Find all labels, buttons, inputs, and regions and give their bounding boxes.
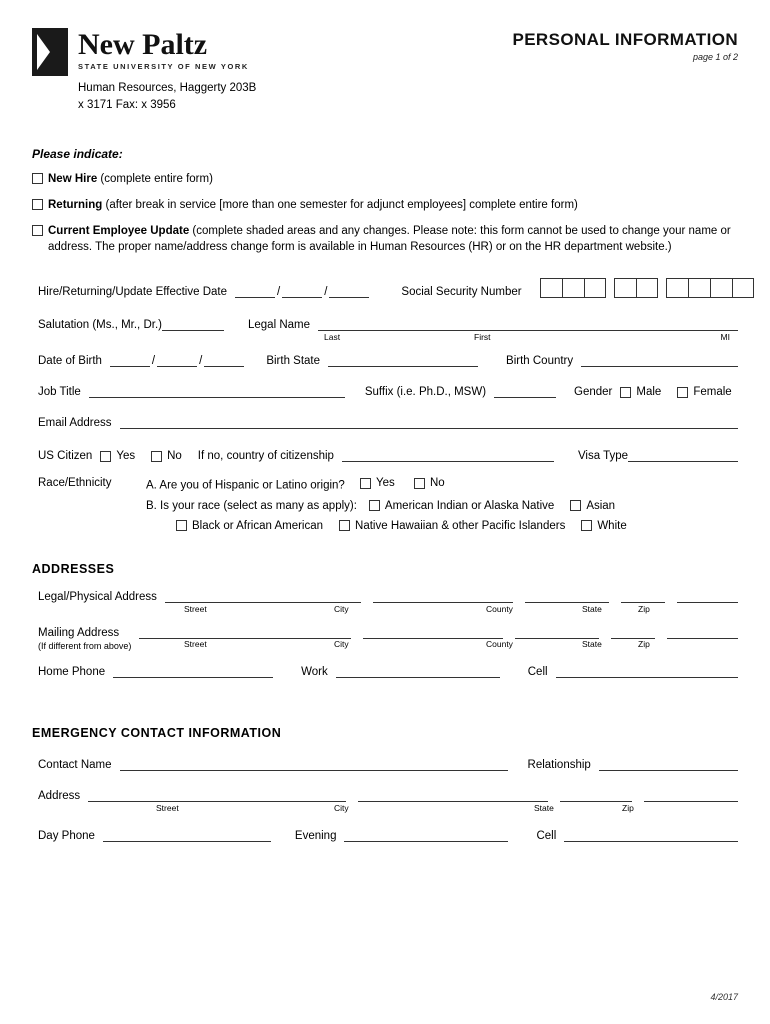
gender-label: Gender (574, 386, 613, 399)
row-citizenship (38, 449, 738, 462)
checkbox-us-citizen-no[interactable] (151, 451, 162, 462)
cell-phone-label: Cell (527, 665, 548, 678)
checkbox-us-citizen-yes[interactable] (100, 451, 111, 462)
dob-slash-2: / (199, 355, 203, 368)
legal-address-street-input[interactable] (165, 590, 361, 603)
relationship-input[interactable] (599, 758, 738, 771)
page-title: PERSONAL INFORMATION (512, 30, 738, 49)
emergency-address-city-input[interactable] (358, 789, 548, 802)
us-citizen-yes-option[interactable] (100, 450, 135, 462)
race-question-a-row (38, 477, 738, 492)
ssn-digit[interactable] (562, 278, 584, 298)
birth-country-input[interactable] (581, 354, 738, 367)
effective-date-year-input[interactable] (329, 285, 369, 298)
wordmark (78, 28, 249, 71)
emergency-address-zip-input[interactable] (644, 789, 738, 802)
checkbox-current-employee-update[interactable] (32, 225, 43, 236)
us-citizen-no-option[interactable] (151, 450, 182, 462)
caption-city: City (334, 603, 349, 614)
legal-address-county-input[interactable] (525, 590, 609, 603)
caption-city: City (334, 802, 349, 813)
emergency-cell-input[interactable] (564, 829, 738, 842)
page-header (32, 28, 738, 76)
evening-phone-label: Evening (294, 829, 337, 842)
gender-male-option[interactable] (620, 386, 661, 398)
mailing-address-street-input[interactable] (139, 626, 351, 639)
effective-date-day-input[interactable] (282, 285, 322, 298)
mailing-address-zip-input[interactable] (667, 626, 738, 639)
dob-label: Date of Birth (38, 355, 102, 368)
gender-female-label: Female (693, 386, 732, 399)
effective-date-month-input[interactable] (235, 285, 275, 298)
day-phone-input[interactable] (103, 829, 271, 842)
contact-name-input[interactable] (120, 758, 508, 771)
race-question-b-row-2 (176, 520, 738, 532)
emergency-address-label: Address (38, 789, 81, 802)
option-current-employee-update[interactable] (32, 223, 738, 256)
emergency-heading: EMERGENCY CONTACT INFORMATION (32, 725, 282, 740)
ssn-digit[interactable] (584, 278, 606, 298)
option-current-employee-desc-2: or address. The proper name/address change form is available in Human Resources (HR) or on the HR department website.) (48, 224, 731, 254)
mailing-address-sublabel: (If different from above) (38, 640, 132, 651)
emergency-address-state-input[interactable] (560, 789, 632, 802)
job-title-input[interactable] (89, 385, 345, 398)
caption-first: First (474, 332, 491, 343)
ssn-digit[interactable] (688, 278, 710, 298)
caption-state: State (582, 638, 602, 649)
checkbox-hispanic-yes[interactable] (360, 478, 371, 489)
work-phone-input[interactable] (336, 665, 500, 678)
race-question-b-row (146, 500, 738, 512)
ssn-boxes[interactable] (540, 278, 762, 298)
gender-male-label: Male (636, 386, 662, 399)
checkbox-white[interactable] (581, 520, 592, 531)
caption-zip: Zip (638, 638, 650, 649)
us-citizen-label: US Citizen (38, 450, 93, 463)
race-option-native-hawaiian-label: Native Hawaiian & other Pacific Islanders (355, 519, 566, 532)
ssn-label: Social Security Number (401, 286, 522, 299)
date-slash-2: / (324, 286, 328, 299)
please-indicate-section (32, 147, 738, 256)
race-question-b-text: B. Is your race (select as many as apply): (146, 499, 357, 512)
caption-street: Street (184, 603, 207, 614)
ssn-digit[interactable] (540, 278, 562, 298)
ssn-digit[interactable] (732, 278, 754, 298)
row-emergency-address (38, 789, 738, 802)
emergency-section (38, 758, 738, 842)
birth-country-label: Birth Country (506, 355, 574, 368)
row-salutation-legal-name (38, 318, 738, 331)
salutation-input[interactable] (162, 318, 224, 331)
mailing-address-state-input[interactable] (611, 626, 655, 639)
checkbox-american-indian[interactable] (369, 500, 380, 511)
checkbox-returning[interactable] (32, 199, 43, 210)
checkbox-gender-female[interactable] (677, 387, 688, 398)
option-returning-desc: (after break in service [more than one semester for adjunct employees] complete entire form) (102, 199, 578, 212)
caption-zip: Zip (622, 802, 634, 813)
department-line-2: x 3171 Fax: x 3956 (78, 98, 176, 111)
wordmark-subtitle: STATE UNIVERSITY OF NEW YORK (78, 62, 249, 71)
wordmark-name: New Paltz (78, 28, 208, 61)
checkbox-asian[interactable] (570, 500, 581, 511)
emergency-cell-label: Cell (536, 829, 557, 842)
suffix-label: Suffix (i.e. Ph.D., MSW) (364, 386, 487, 399)
dob-slash-1: / (151, 355, 156, 368)
visa-type-label: Visa Type (577, 450, 629, 463)
legal-name-label: Legal Name (247, 319, 310, 332)
option-new-hire-desc: (complete entire form) (97, 173, 213, 186)
caption-street: Street (156, 802, 179, 813)
dob-month-input[interactable] (110, 354, 150, 367)
race-a-yes-label: Yes (376, 477, 395, 490)
legal-address-city-input[interactable] (373, 590, 513, 603)
emergency-address-captions (38, 803, 738, 813)
ssn-digit[interactable] (614, 278, 636, 298)
row-phones (38, 665, 738, 678)
race-a-no-label: No (429, 477, 445, 490)
salutation-label: Salutation (Ms., Mr., Dr.) (38, 319, 162, 332)
date-slash-1: / (277, 286, 281, 299)
addresses-section (38, 590, 738, 678)
emergency-address-street-input[interactable] (88, 789, 346, 802)
caption-county: County (486, 638, 513, 649)
suffix-input[interactable] (494, 385, 556, 398)
caption-state: State (534, 802, 554, 813)
caption-street: Street (184, 638, 207, 649)
evening-phone-input[interactable] (344, 829, 508, 842)
mailing-address-county-input[interactable] (515, 626, 599, 639)
legal-address-label: Legal/Physical Address (38, 590, 157, 603)
legal-name-input[interactable] (318, 318, 738, 331)
addresses-heading: ADDRESSES (32, 561, 115, 576)
job-title-label: Job Title (38, 386, 81, 399)
race-option-asian-label: Asian (586, 499, 616, 512)
race-a-yes-option[interactable] (360, 477, 395, 489)
checkbox-gender-male[interactable] (620, 387, 631, 398)
race-option-asian[interactable] (570, 500, 615, 512)
gender-female-option[interactable] (677, 386, 731, 398)
legal-address-zip-input[interactable] (677, 590, 738, 603)
race-ethnicity-section (38, 477, 738, 532)
relationship-label: Relationship (527, 758, 591, 771)
form-revision-date: 4/2017 (710, 992, 738, 1002)
ssn-digit[interactable] (666, 278, 688, 298)
home-phone-input[interactable] (113, 665, 273, 678)
option-new-hire[interactable] (32, 171, 738, 188)
ssn-digit[interactable] (710, 278, 732, 298)
document-title-block (512, 28, 738, 62)
race-ethnicity-label: Race/Ethnicity (38, 477, 112, 490)
us-citizen-no-label: No (167, 450, 182, 463)
row-contact-name (38, 758, 738, 771)
ssn-digit[interactable] (636, 278, 658, 298)
legal-address-captions (38, 604, 738, 614)
row-email (38, 416, 738, 429)
row-emergency-phones (38, 829, 738, 842)
checkbox-hispanic-no[interactable] (414, 478, 425, 489)
race-a-no-option[interactable] (414, 477, 445, 489)
race-option-american-indian-label: American Indian or Alaska Native (384, 499, 555, 512)
page-number-label: page 1 of 2 (692, 52, 738, 62)
mailing-address-city-input[interactable] (363, 626, 503, 639)
citizenship-country-input[interactable] (342, 449, 554, 462)
race-option-black[interactable] (176, 520, 323, 532)
option-new-hire-label: New Hire (48, 173, 98, 186)
dob-day-input[interactable] (157, 354, 197, 367)
caption-county: County (486, 603, 513, 614)
row-legal-address (38, 590, 738, 603)
birth-state-input[interactable] (328, 354, 478, 367)
visa-type-input[interactable] (628, 449, 738, 462)
option-returning[interactable] (32, 197, 738, 214)
department-line-1: Human Resources, Haggerty 203B (78, 82, 257, 94)
us-citizen-yes-label: Yes (116, 450, 136, 463)
caption-mi: MI (720, 332, 730, 343)
race-question-a-text: A. Are you of Hispanic or Latino origin? (146, 479, 345, 492)
please-indicate-heading: Please indicate: (32, 147, 123, 162)
caption-state: State (582, 603, 602, 614)
row-effective-date-ssn (38, 278, 738, 298)
caption-zip: Zip (638, 603, 650, 614)
row-dob-birth (38, 354, 738, 367)
effective-date-label: Hire/Returning/Update Effective Date (38, 286, 227, 299)
department-info (78, 80, 738, 113)
ssn-group-1[interactable] (540, 278, 606, 298)
caption-last: Last (324, 332, 341, 343)
home-phone-label: Home Phone (38, 665, 106, 678)
option-current-employee-desc: (complete shaded areas and any changes. Please note: this form cannot be used to change your name (189, 224, 718, 237)
race-option-white-label: White (597, 519, 627, 532)
option-current-employee-label: Current Employee Update (48, 224, 190, 237)
ssn-group-3[interactable] (666, 278, 754, 298)
email-input[interactable] (120, 416, 738, 429)
birth-state-label: Birth State (266, 355, 321, 368)
checkbox-black-african-american[interactable] (176, 520, 187, 531)
ssn-group-2[interactable] (614, 278, 658, 298)
race-option-white[interactable] (581, 520, 626, 532)
legal-name-captions (38, 332, 738, 342)
caption-city: City (334, 638, 349, 649)
race-question-a-body (146, 477, 738, 492)
citizenship-country-label: If no, country of citizenship (197, 450, 334, 463)
university-logo (32, 28, 249, 76)
option-returning-label: Returning (48, 199, 103, 212)
suny-mark-icon (32, 28, 68, 76)
mailing-address-captions (38, 639, 738, 649)
work-phone-label: Work (301, 665, 328, 678)
mailing-address-label: Mailing Address (38, 626, 120, 639)
legal-address-state-input[interactable] (621, 590, 665, 603)
checkbox-native-hawaiian[interactable] (339, 520, 350, 531)
personal-fields (38, 278, 738, 532)
race-option-black-label: Black or African American (192, 519, 324, 532)
race-option-native-hawaiian[interactable] (339, 520, 565, 532)
row-job-title-suffix-gender (38, 385, 738, 398)
checkbox-new-hire[interactable] (32, 173, 43, 184)
day-phone-label: Day Phone (38, 829, 95, 842)
email-label: Email Address (38, 417, 112, 430)
form-content (32, 28, 738, 842)
dob-year-input[interactable] (204, 354, 244, 367)
race-option-american-indian[interactable] (369, 500, 554, 512)
cell-phone-input[interactable] (556, 665, 738, 678)
contact-name-label: Contact Name (38, 758, 112, 771)
